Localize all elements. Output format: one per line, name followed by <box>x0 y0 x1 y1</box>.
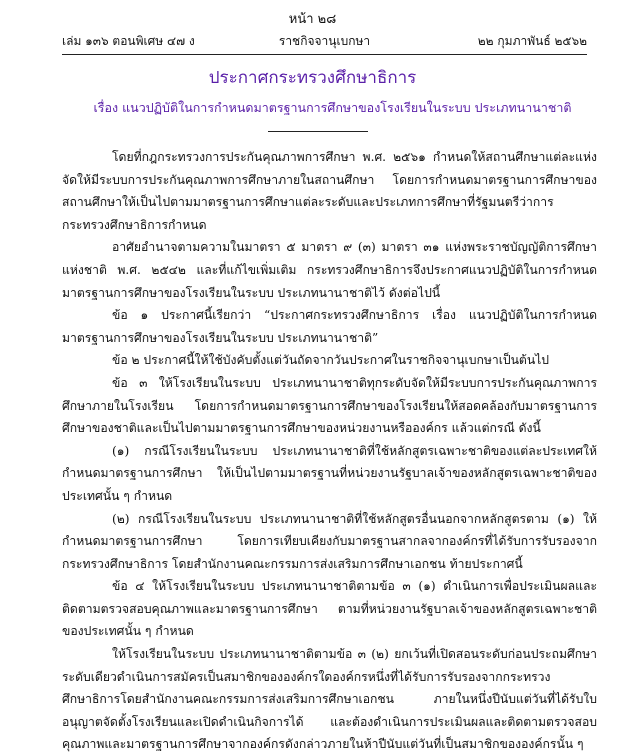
paragraph-clause-4: ข้อ ๔ ให้โรงเรียนในระบบ ประเภทนานาชาติตามข้อ ๓ (๑) ดำเนินการเพื่อประเมินผลและติดตามตรวจสอบคุณภาพและมาตรฐานการศึกษา ตามที่หน่วยงานรัฐบาลเจ้าของหลักสูตรเฉพาะชาติของประเทศนั้น ๆ กำหนด <box>62 579 597 639</box>
title-separator <box>268 131 368 132</box>
paragraph-preamble: โดยที่กฎกระทรวงการประกันคุณภาพการศึกษา พ.ศ. ๒๕๖๑ กำหนดให้สถานศึกษาแต่ละแห่งจัดให้มีระบบการประกันคุณภาพการศึกษาภายในสถานศึกษา โดยการกำหนดมาตรฐานการศึกษาของสถานศึกษาให้เป็นไปตามมาตรฐานการศึกษาแต่ละระดับและประเภทการศึกษาที่รัฐมนตรีว่าการกระทรวงศึกษาธิการกำหนด <box>62 150 597 232</box>
gazette-name: ราชกิจจานุเบกษา <box>278 34 371 48</box>
header-rule <box>62 54 587 55</box>
page-number: หน้า ๒๘ <box>288 12 337 27</box>
paragraph-clause-4-cont: ให้โรงเรียนในระบบ ประเภทนานาชาติตามข้อ ๓ (๒) ยกเว้นที่เปิดสอนระดับก่อนประถมศึกษาระดับเดียวดำเนินการสมัครเป็นสมาชิกขององค์กรใดองค์กรหนึ่งที่ได้รับการรับรองจากกระทรวงศึกษาธิการโดยสำนักงานคณะกรรมการส่งเสริมการศึกษาเอกชน ภายในหนึ่งปีนับแต่วันที่ได้รับใบอนุญาตจัดตั้งโรงเรียนและเปิดดำเนินกิจการได้ และต้องดำเนินการประเมินผลและติดตามตรวจสอบคุณภาพและมาตรฐานการศึกษาจากองค์กรดังกล่าวภายในห้าปีนับแต่วันที่เป็นสมาชิกขององค์กรนั้น ๆ <box>62 647 597 752</box>
volume-info: เล่ม ๑๓๖ ตอนพิเศษ ๔๗ ง <box>62 34 195 48</box>
announcement-title: ประกาศกระทรวงศึกษาธิการ <box>208 68 417 88</box>
paragraph-clause-3-1: (๑) กรณีโรงเรียนในระบบ ประเภทนานาชาติที่ใช้หลักสูตรเฉพาะชาติของแต่ละประเทศให้กำหนดมาตรฐานการศึกษา ให้เป็นไปตามมาตรฐานที่หน่วยงานรัฐบาลเจ้าของหลักสูตรเฉพาะชาติของประเทศนั้น ๆ กำหนด <box>62 443 597 503</box>
paragraph-clause-3-2: (๒) กรณีโรงเรียนในระบบ ประเภทนานาชาติที่ใช้หลักสูตรอื่นนอกจากหลักสูตรตาม (๑) ให้กำหนดมาตรฐานการศึกษา โดยการเทียบเคียงกับมาตรฐานสากลจากองค์กรที่ได้รับการรับรองจากกระทรวงศึกษาธิการ โดยสำนักงานคณะกรรมการส่งเสริมการศึกษาเอกชน ท้ายประกาศนี้ <box>62 511 597 571</box>
paragraph-authority: อาศัยอำนาจตามความในมาตรา ๕ มาตรา ๙ (๓) มาตรา ๓๑ แห่งพระราชบัญญัติการศึกษาแห่งชาติ พ.ศ. ๒๕๔๒ และที่แก้ไขเพิ่มเติม กระทรวงศึกษาธิการจึงประกาศแนวปฏิบัติในการกำหนดมาตรฐานการศึกษาของโรงเรียนในระบบ ประเภทนานาชาติไว้ ดังต่อไปนี้ <box>62 240 597 300</box>
announcement-body <box>62 146 597 756</box>
paragraph-clause-3: ข้อ ๓ ให้โรงเรียนในระบบ ประเภทนานาชาติทุกระดับจัดให้มีระบบการประกันคุณภาพการศึกษาภายในโรงเรียน โดยการกำหนดมาตรฐานการศึกษาของโรงเรียนให้สอดคล้องกับมาตรฐานการศึกษาของชาติและเป็นไปตามมาตรฐานการศึกษาของหน่วยงานหรือองค์กร แล้วแต่กรณี ดังนี้ <box>62 375 597 436</box>
paragraph-clause-2: ข้อ ๒ ประกาศนี้ให้ใช้บังคับตั้งแต่วันถัดจากวันประกาศในราชกิจจานุเบกษาเป็นต้นไป <box>112 353 550 368</box>
publication-date: ๒๒ กุมภาพันธ์ ๒๕๖๒ <box>477 34 587 48</box>
announcement-subject: เรื่อง แนวปฏิบัติในการกำหนดมาตรฐานการศึกษาของโรงเรียนในระบบ ประเภทนานาชาติ <box>93 100 572 115</box>
paragraph-clause-1: ข้อ ๑ ประกาศนี้เรียกว่า “ประกาศกระทรวงศึกษาธิการ เรื่อง แนวปฏิบัติในการกำหนดมาตรฐานการศึกษาของโรงเรียนในระบบ ประเภทนานาชาติ” <box>62 308 597 345</box>
